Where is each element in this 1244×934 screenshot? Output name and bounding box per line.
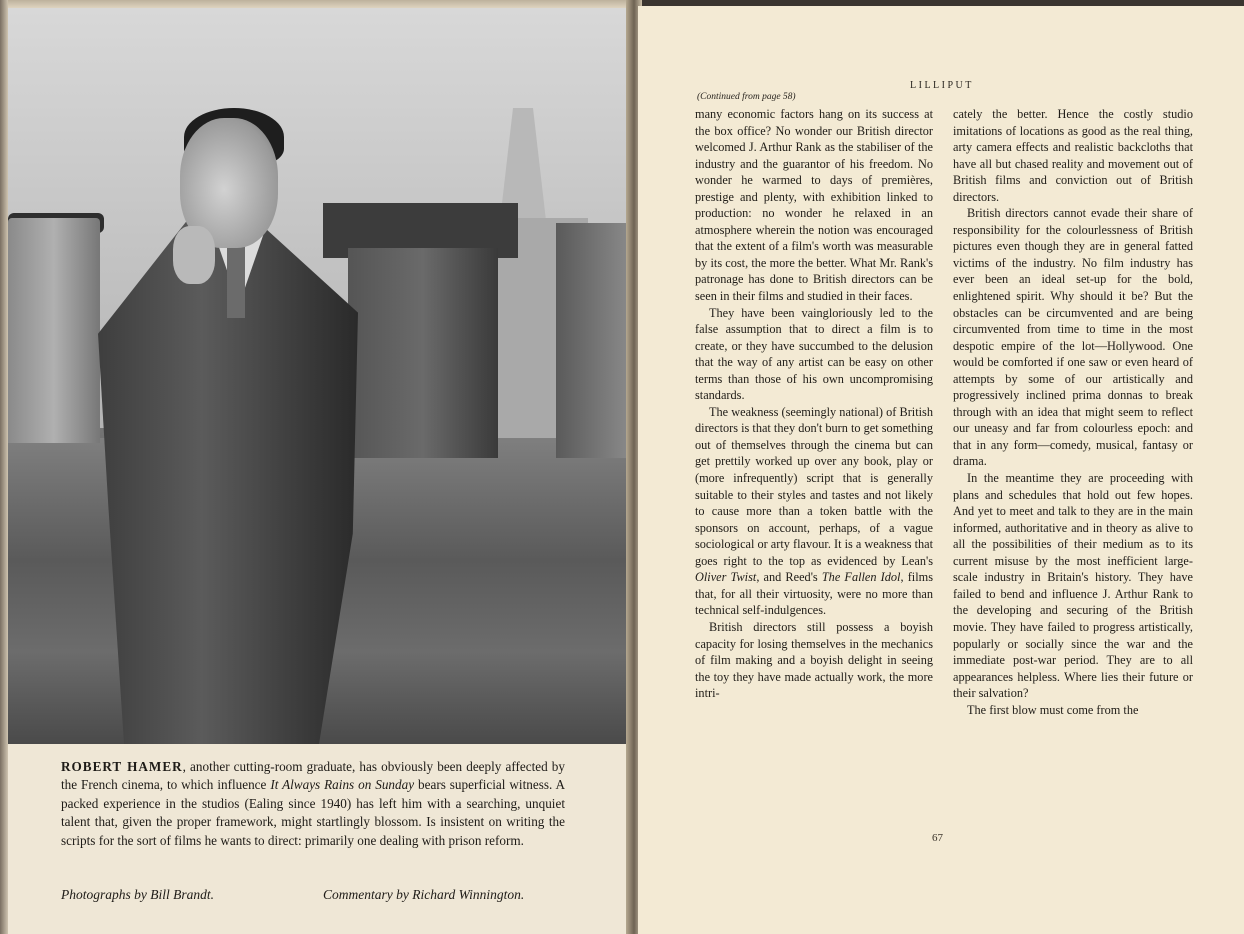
paragraph: cately the better. Hence the costly studio imitations of locations as good as the real thing, arty camera effects and realistic backcloths that have all but chased reality and movement out of British films and conviction out of British directors. — [953, 107, 1193, 204]
paragraph-text: The weakness (seemingly national) of British directors is that they don't burn to get something out of themselves through the cinema but can get prettily worked up over any book, play or (more infrequently) script that is generally suitable to their styles and tastes and not likely to cause more than a token battle with the sponsors on account, perhaps, of a vague sociological or arty flavour. It is a weakness that goes right to the top as evidenced by Lean's — [695, 404, 934, 568]
page-number: 67 — [932, 832, 943, 844]
paragraph: In the meantime they are proceeding with plans and schedules that hold out few hopes. And yet to meet and talk to they are in the main informed, authoritative and in theory as alive to all the possibilities of their medium as to its current misuse by the most inefficient large-scale industry in Britain's history. They have failed to bend and influence J. Arthur Rank to the developing and securing of the British movie. They have failed to progress artistically, popularly or socially since the war and the immediate post-war period. They are to all appearances helpless. Where lies their future or their salvation? — [953, 471, 1193, 701]
paragraph: They have been vaingloriously led to the false assumption that to direct a film is to create, or they have succumbed to the delusion that the way of any artist can be easy on other terms than those of his own uncompromising standards. — [695, 305, 933, 403]
chimney-stack — [348, 248, 498, 458]
caption-text: bears superficial witness. A packed experience in the studios (Ealing since 1940) has left him with a searching, unquiet talent that, given the proper framework, might startlingly blossom. Is insistent on writing the scripts for the sort of films he wants to direct: primarily one dealing with prison reform. — [61, 777, 565, 848]
paragraph-text: , films that, for all their virtuosity, were no more than technical self-indulgences. — [695, 570, 933, 618]
running-head: LILLIPUT — [910, 80, 974, 91]
commentary-credit: Commentary by Richard Winnington. — [323, 887, 525, 902]
photo-credit: Photographs by Bill Brandt. — [61, 887, 214, 902]
film-title: Oliver Twist — [695, 570, 757, 585]
chimney-stack — [556, 223, 630, 458]
paragraph: many economic factors hang on its success at the box office? No wonder our British director welcomed J. Arthur Rank as the stabiliser of the industry and the guarantor of his freedom. No wonder he warmed to days of premières, prestige and plenty, with exhibition linked to production: no wonder he relaxed in an atmosphere wherein the notion was encouraged that the extent of a film's worth was measurable by its cost, the more the better. What Mr. Rank's patronage has done to British directors can be seen in their films and studied in their faces. — [695, 107, 933, 304]
film-title: The Fallen Idol — [821, 570, 901, 585]
caption-name: ROBERT HAMER — [61, 759, 183, 774]
caption-film-title: It Always Rains on Sunday — [270, 777, 415, 793]
paragraph — [695, 404, 933, 619]
paragraph: The first blow must come from the — [967, 702, 1139, 717]
text-column-1 — [695, 106, 933, 702]
portrait-photo — [8, 8, 630, 744]
paragraph: British directors still possess a boyish capacity for losing themselves in the mechanics of film making and a boyish delight in seeing the toy they have made actually work, the more intri- — [695, 619, 933, 701]
man-tie — [227, 238, 245, 318]
man-hand — [173, 226, 215, 284]
text-column-2 — [953, 106, 1193, 718]
photo-caption — [61, 758, 565, 850]
paragraph: British directors cannot evade their share of responsibility for the colourlessness of British pictures even though they are in general fatted victims of the industry. No film industry has ever been an ideal set-up for the bold, enlightened spirit. Why should it be? But the obstacles can be circumvented and are being circumvented from time to time in the most despotic empire of the lot—Hollywood. One would be comforted if one saw or even heard of attempts by some of our artistically and progressively inclined prima donnas to break through with an idea that might seem to reflect our uneasy and far from colourless epoch: and that in any form—comedy, musical, fantasy or drama. — [953, 206, 1193, 469]
continued-note: (Continued from page 58) — [697, 92, 796, 102]
chimney-pot — [8, 218, 100, 443]
paragraph-text: , and Reed's — [756, 570, 822, 585]
page-edge — [0, 0, 8, 934]
caption-text: , another cutting-room graduate, has obviously been deeply affected by the French cinema, to which influence — [61, 759, 565, 793]
